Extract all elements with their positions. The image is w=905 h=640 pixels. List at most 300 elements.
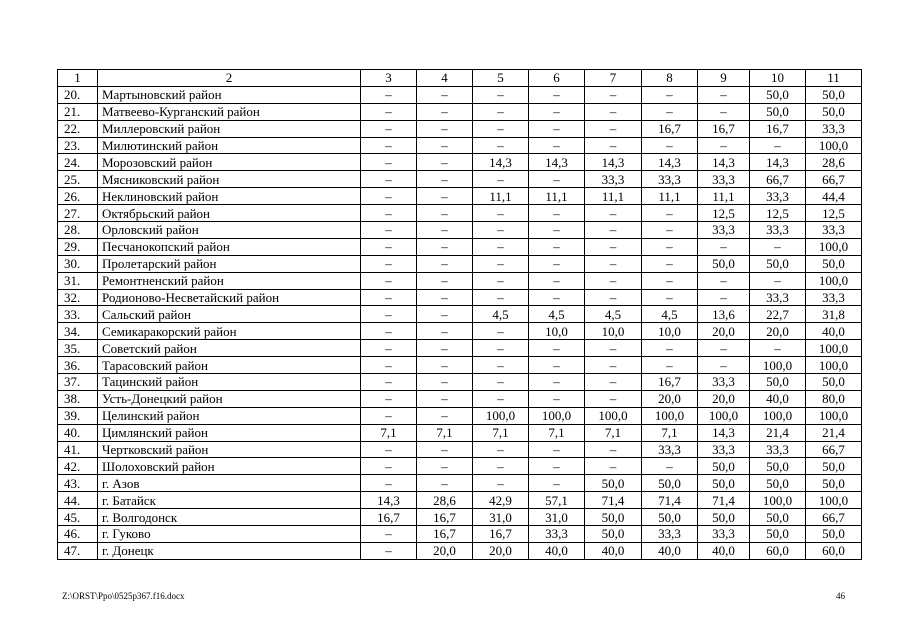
- value-cell: –: [417, 458, 473, 475]
- value-cell: 11,1: [642, 188, 698, 205]
- value-cell: –: [473, 137, 529, 154]
- value-cell: –: [361, 357, 417, 374]
- value-cell: 16,7: [361, 509, 417, 526]
- value-cell: 14,3: [698, 154, 750, 171]
- value-cell: 50,0: [750, 374, 806, 391]
- value-cell: 31,0: [529, 509, 585, 526]
- value-cell: 44,4: [806, 188, 862, 205]
- value-cell: –: [361, 542, 417, 559]
- row-number: 44.: [58, 492, 98, 509]
- value-cell: –: [417, 86, 473, 103]
- value-cell: 40,0: [698, 542, 750, 559]
- value-cell: 50,0: [806, 255, 862, 272]
- district-name: Целинский район: [98, 407, 361, 424]
- value-cell: 50,0: [698, 475, 750, 492]
- value-cell: –: [361, 188, 417, 205]
- row-number: 41.: [58, 441, 98, 458]
- value-cell: 71,4: [698, 492, 750, 509]
- value-cell: 4,5: [529, 306, 585, 323]
- value-cell: 33,3: [698, 374, 750, 391]
- table-header-row: [58, 70, 862, 87]
- value-cell: 14,3: [750, 154, 806, 171]
- value-cell: –: [361, 475, 417, 492]
- row-number: 47.: [58, 542, 98, 559]
- value-cell: –: [529, 374, 585, 391]
- district-name: Советский район: [98, 340, 361, 357]
- value-cell: –: [529, 255, 585, 272]
- value-cell: –: [750, 137, 806, 154]
- value-cell: –: [529, 205, 585, 222]
- value-cell: 50,0: [642, 509, 698, 526]
- value-cell: 16,7: [417, 526, 473, 543]
- value-cell: 100,0: [806, 272, 862, 289]
- column-header: 1: [58, 70, 98, 87]
- value-cell: –: [642, 205, 698, 222]
- value-cell: 100,0: [642, 407, 698, 424]
- value-cell: 16,7: [473, 526, 529, 543]
- value-cell: 100,0: [585, 407, 642, 424]
- value-cell: –: [473, 222, 529, 239]
- district-name: Мясниковский район: [98, 171, 361, 188]
- row-number: 26.: [58, 188, 98, 205]
- value-cell: –: [642, 357, 698, 374]
- value-cell: –: [417, 390, 473, 407]
- value-cell: 7,1: [585, 424, 642, 441]
- value-cell: 50,0: [806, 526, 862, 543]
- value-cell: –: [361, 407, 417, 424]
- district-name: Тацинский район: [98, 374, 361, 391]
- column-header: 5: [473, 70, 529, 87]
- value-cell: –: [642, 103, 698, 120]
- table-row: [58, 289, 862, 306]
- value-cell: –: [529, 441, 585, 458]
- value-cell: 20,0: [473, 542, 529, 559]
- value-cell: –: [417, 171, 473, 188]
- row-number: 43.: [58, 475, 98, 492]
- district-name: г. Батайск: [98, 492, 361, 509]
- value-cell: 7,1: [361, 424, 417, 441]
- value-cell: 50,0: [585, 509, 642, 526]
- column-header: 4: [417, 70, 473, 87]
- table-row: [58, 526, 862, 543]
- table-row: [58, 424, 862, 441]
- table-row: [58, 323, 862, 340]
- value-cell: –: [417, 154, 473, 171]
- value-cell: 13,6: [698, 306, 750, 323]
- table-row: [58, 509, 862, 526]
- column-header: 8: [642, 70, 698, 87]
- district-name: Ремонтненский район: [98, 272, 361, 289]
- value-cell: –: [585, 272, 642, 289]
- row-number: 46.: [58, 526, 98, 543]
- value-cell: 10,0: [585, 323, 642, 340]
- value-cell: 66,7: [806, 441, 862, 458]
- row-number: 22.: [58, 120, 98, 137]
- value-cell: 66,7: [806, 171, 862, 188]
- table-row: [58, 492, 862, 509]
- value-cell: –: [585, 222, 642, 239]
- value-cell: –: [529, 238, 585, 255]
- value-cell: –: [473, 458, 529, 475]
- table-row: [58, 542, 862, 559]
- value-cell: 14,3: [585, 154, 642, 171]
- value-cell: –: [585, 137, 642, 154]
- row-number: 32.: [58, 289, 98, 306]
- value-cell: 12,5: [750, 205, 806, 222]
- value-cell: 20,0: [750, 323, 806, 340]
- value-cell: –: [473, 205, 529, 222]
- value-cell: –: [529, 137, 585, 154]
- value-cell: 100,0: [806, 407, 862, 424]
- value-cell: 16,7: [642, 374, 698, 391]
- table-row: [58, 390, 862, 407]
- value-cell: –: [585, 441, 642, 458]
- value-cell: –: [417, 272, 473, 289]
- value-cell: –: [642, 272, 698, 289]
- value-cell: 50,0: [750, 458, 806, 475]
- value-cell: 50,0: [806, 458, 862, 475]
- row-number: 40.: [58, 424, 98, 441]
- value-cell: 20,0: [698, 323, 750, 340]
- value-cell: –: [642, 222, 698, 239]
- row-number: 42.: [58, 458, 98, 475]
- value-cell: 60,0: [806, 542, 862, 559]
- value-cell: –: [361, 255, 417, 272]
- value-cell: 40,0: [806, 323, 862, 340]
- table-row: [58, 357, 862, 374]
- district-name: г. Волгодонск: [98, 509, 361, 526]
- value-cell: 14,3: [473, 154, 529, 171]
- row-number: 23.: [58, 137, 98, 154]
- row-number: 39.: [58, 407, 98, 424]
- value-cell: –: [642, 86, 698, 103]
- value-cell: –: [417, 357, 473, 374]
- value-cell: –: [417, 205, 473, 222]
- column-header: 9: [698, 70, 750, 87]
- value-cell: –: [529, 390, 585, 407]
- value-cell: –: [417, 289, 473, 306]
- value-cell: –: [529, 357, 585, 374]
- table-row: [58, 255, 862, 272]
- value-cell: 40,0: [529, 542, 585, 559]
- value-cell: 33,3: [698, 441, 750, 458]
- value-cell: –: [417, 441, 473, 458]
- district-name: Усть-Донецкий район: [98, 390, 361, 407]
- value-cell: 33,3: [698, 222, 750, 239]
- value-cell: 40,0: [642, 542, 698, 559]
- value-cell: 4,5: [585, 306, 642, 323]
- value-cell: –: [473, 357, 529, 374]
- value-cell: 50,0: [806, 86, 862, 103]
- table-row: [58, 86, 862, 103]
- row-number: 45.: [58, 509, 98, 526]
- table-row: [58, 340, 862, 357]
- value-cell: –: [585, 86, 642, 103]
- value-cell: 16,7: [698, 120, 750, 137]
- value-cell: –: [361, 526, 417, 543]
- value-cell: –: [473, 255, 529, 272]
- value-cell: –: [473, 390, 529, 407]
- table-row: [58, 171, 862, 188]
- value-cell: –: [473, 441, 529, 458]
- value-cell: 66,7: [750, 171, 806, 188]
- value-cell: –: [585, 238, 642, 255]
- value-cell: –: [698, 103, 750, 120]
- district-name: Мартыновский район: [98, 86, 361, 103]
- value-cell: –: [361, 458, 417, 475]
- value-cell: 66,7: [806, 509, 862, 526]
- district-name: Чертковский район: [98, 441, 361, 458]
- value-cell: 7,1: [529, 424, 585, 441]
- value-cell: –: [585, 357, 642, 374]
- district-name: Морозовский район: [98, 154, 361, 171]
- table-row: [58, 137, 862, 154]
- column-header: 7: [585, 70, 642, 87]
- value-cell: –: [585, 390, 642, 407]
- value-cell: –: [698, 357, 750, 374]
- value-cell: –: [473, 374, 529, 391]
- value-cell: –: [473, 86, 529, 103]
- row-number: 25.: [58, 171, 98, 188]
- value-cell: 7,1: [473, 424, 529, 441]
- district-name: Песчанокопский район: [98, 238, 361, 255]
- value-cell: –: [585, 255, 642, 272]
- value-cell: 33,3: [698, 171, 750, 188]
- value-cell: 12,5: [806, 205, 862, 222]
- row-number: 36.: [58, 357, 98, 374]
- value-cell: –: [585, 374, 642, 391]
- value-cell: –: [417, 255, 473, 272]
- value-cell: –: [585, 205, 642, 222]
- value-cell: –: [417, 222, 473, 239]
- row-number: 35.: [58, 340, 98, 357]
- value-cell: –: [417, 120, 473, 137]
- value-cell: 22,7: [750, 306, 806, 323]
- row-number: 33.: [58, 306, 98, 323]
- row-number: 28.: [58, 222, 98, 239]
- column-header: 2: [98, 70, 361, 87]
- value-cell: 4,5: [473, 306, 529, 323]
- value-cell: 33,3: [750, 441, 806, 458]
- value-cell: 14,3: [698, 424, 750, 441]
- value-cell: 31,8: [806, 306, 862, 323]
- value-cell: 33,3: [750, 289, 806, 306]
- value-cell: 33,3: [642, 171, 698, 188]
- data-table: [57, 69, 862, 560]
- value-cell: 50,0: [698, 255, 750, 272]
- value-cell: 100,0: [806, 137, 862, 154]
- value-cell: 33,3: [698, 526, 750, 543]
- value-cell: 21,4: [750, 424, 806, 441]
- value-cell: 33,3: [750, 188, 806, 205]
- value-cell: –: [361, 323, 417, 340]
- district-name: Сальский район: [98, 306, 361, 323]
- footer-file-path: Z:\ORST\Ppo\0525p367.f16.docx: [62, 591, 185, 601]
- value-cell: –: [585, 103, 642, 120]
- value-cell: 50,0: [585, 526, 642, 543]
- value-cell: 33,3: [529, 526, 585, 543]
- value-cell: 14,3: [642, 154, 698, 171]
- value-cell: –: [361, 374, 417, 391]
- value-cell: –: [750, 272, 806, 289]
- table-row: [58, 407, 862, 424]
- value-cell: –: [473, 103, 529, 120]
- value-cell: –: [698, 289, 750, 306]
- value-cell: 28,6: [417, 492, 473, 509]
- value-cell: –: [698, 86, 750, 103]
- value-cell: –: [642, 458, 698, 475]
- value-cell: –: [361, 390, 417, 407]
- district-name: г. Азов: [98, 475, 361, 492]
- table-row: [58, 238, 862, 255]
- row-number: 20.: [58, 86, 98, 103]
- row-number: 21.: [58, 103, 98, 120]
- table-body: [58, 70, 862, 560]
- table-row: [58, 103, 862, 120]
- value-cell: –: [417, 137, 473, 154]
- value-cell: –: [529, 171, 585, 188]
- value-cell: 16,7: [642, 120, 698, 137]
- district-name: Миллеровский район: [98, 120, 361, 137]
- value-cell: –: [361, 171, 417, 188]
- row-number: 30.: [58, 255, 98, 272]
- table-row: [58, 441, 862, 458]
- column-header: 3: [361, 70, 417, 87]
- district-name: Тарасовский район: [98, 357, 361, 374]
- value-cell: –: [361, 289, 417, 306]
- value-cell: –: [473, 340, 529, 357]
- value-cell: 100,0: [750, 407, 806, 424]
- value-cell: –: [361, 103, 417, 120]
- value-cell: –: [361, 238, 417, 255]
- value-cell: –: [361, 222, 417, 239]
- value-cell: 7,1: [417, 424, 473, 441]
- table-row: [58, 374, 862, 391]
- value-cell: –: [361, 340, 417, 357]
- value-cell: –: [529, 120, 585, 137]
- value-cell: –: [473, 272, 529, 289]
- district-name: Цимлянский район: [98, 424, 361, 441]
- value-cell: –: [529, 103, 585, 120]
- value-cell: 71,4: [642, 492, 698, 509]
- column-header: 11: [806, 70, 862, 87]
- value-cell: 11,1: [529, 188, 585, 205]
- district-name: Неклиновский район: [98, 188, 361, 205]
- value-cell: 100,0: [750, 357, 806, 374]
- value-cell: –: [585, 340, 642, 357]
- value-cell: –: [642, 289, 698, 306]
- value-cell: 16,7: [417, 509, 473, 526]
- value-cell: 100,0: [806, 357, 862, 374]
- value-cell: 57,1: [529, 492, 585, 509]
- district-name: Шолоховский район: [98, 458, 361, 475]
- value-cell: –: [417, 340, 473, 357]
- column-header: 6: [529, 70, 585, 87]
- value-cell: 20,0: [642, 390, 698, 407]
- table-row: [58, 272, 862, 289]
- table-row: [58, 154, 862, 171]
- column-header: 10: [750, 70, 806, 87]
- value-cell: 50,0: [642, 475, 698, 492]
- value-cell: –: [473, 238, 529, 255]
- table-row: [58, 188, 862, 205]
- value-cell: 33,3: [806, 222, 862, 239]
- value-cell: 33,3: [750, 222, 806, 239]
- value-cell: 50,0: [750, 86, 806, 103]
- row-number: 34.: [58, 323, 98, 340]
- value-cell: 50,0: [585, 475, 642, 492]
- district-name: г. Донецк: [98, 542, 361, 559]
- value-cell: 100,0: [750, 492, 806, 509]
- table-row: [58, 222, 862, 239]
- value-cell: –: [417, 306, 473, 323]
- value-cell: –: [529, 86, 585, 103]
- value-cell: –: [642, 238, 698, 255]
- value-cell: –: [417, 238, 473, 255]
- value-cell: –: [361, 120, 417, 137]
- value-cell: –: [473, 120, 529, 137]
- value-cell: 12,5: [698, 205, 750, 222]
- value-cell: 11,1: [698, 188, 750, 205]
- value-cell: 50,0: [750, 526, 806, 543]
- value-cell: –: [361, 205, 417, 222]
- value-cell: 42,9: [473, 492, 529, 509]
- table-row: [58, 475, 862, 492]
- table-row: [58, 458, 862, 475]
- value-cell: –: [529, 475, 585, 492]
- value-cell: –: [529, 458, 585, 475]
- value-cell: –: [529, 222, 585, 239]
- value-cell: 33,3: [806, 289, 862, 306]
- value-cell: –: [529, 272, 585, 289]
- value-cell: 40,0: [585, 542, 642, 559]
- row-number: 27.: [58, 205, 98, 222]
- value-cell: –: [750, 340, 806, 357]
- value-cell: –: [642, 255, 698, 272]
- value-cell: 20,0: [417, 542, 473, 559]
- value-cell: 80,0: [806, 390, 862, 407]
- value-cell: –: [361, 272, 417, 289]
- value-cell: 33,3: [642, 441, 698, 458]
- district-name: Орловский район: [98, 222, 361, 239]
- value-cell: 100,0: [473, 407, 529, 424]
- value-cell: –: [417, 475, 473, 492]
- value-cell: 100,0: [806, 492, 862, 509]
- value-cell: –: [642, 137, 698, 154]
- value-cell: 50,0: [750, 255, 806, 272]
- value-cell: 14,3: [361, 492, 417, 509]
- value-cell: 100,0: [529, 407, 585, 424]
- value-cell: 71,4: [585, 492, 642, 509]
- value-cell: –: [361, 306, 417, 323]
- value-cell: –: [417, 374, 473, 391]
- value-cell: 20,0: [698, 390, 750, 407]
- value-cell: 50,0: [806, 374, 862, 391]
- value-cell: 11,1: [585, 188, 642, 205]
- row-number: 29.: [58, 238, 98, 255]
- value-cell: –: [698, 137, 750, 154]
- value-cell: 11,1: [473, 188, 529, 205]
- table-row: [58, 205, 862, 222]
- value-cell: 33,3: [585, 171, 642, 188]
- value-cell: 100,0: [806, 238, 862, 255]
- value-cell: –: [417, 103, 473, 120]
- value-cell: –: [417, 323, 473, 340]
- value-cell: –: [361, 137, 417, 154]
- value-cell: –: [473, 171, 529, 188]
- value-cell: –: [361, 154, 417, 171]
- value-cell: –: [473, 289, 529, 306]
